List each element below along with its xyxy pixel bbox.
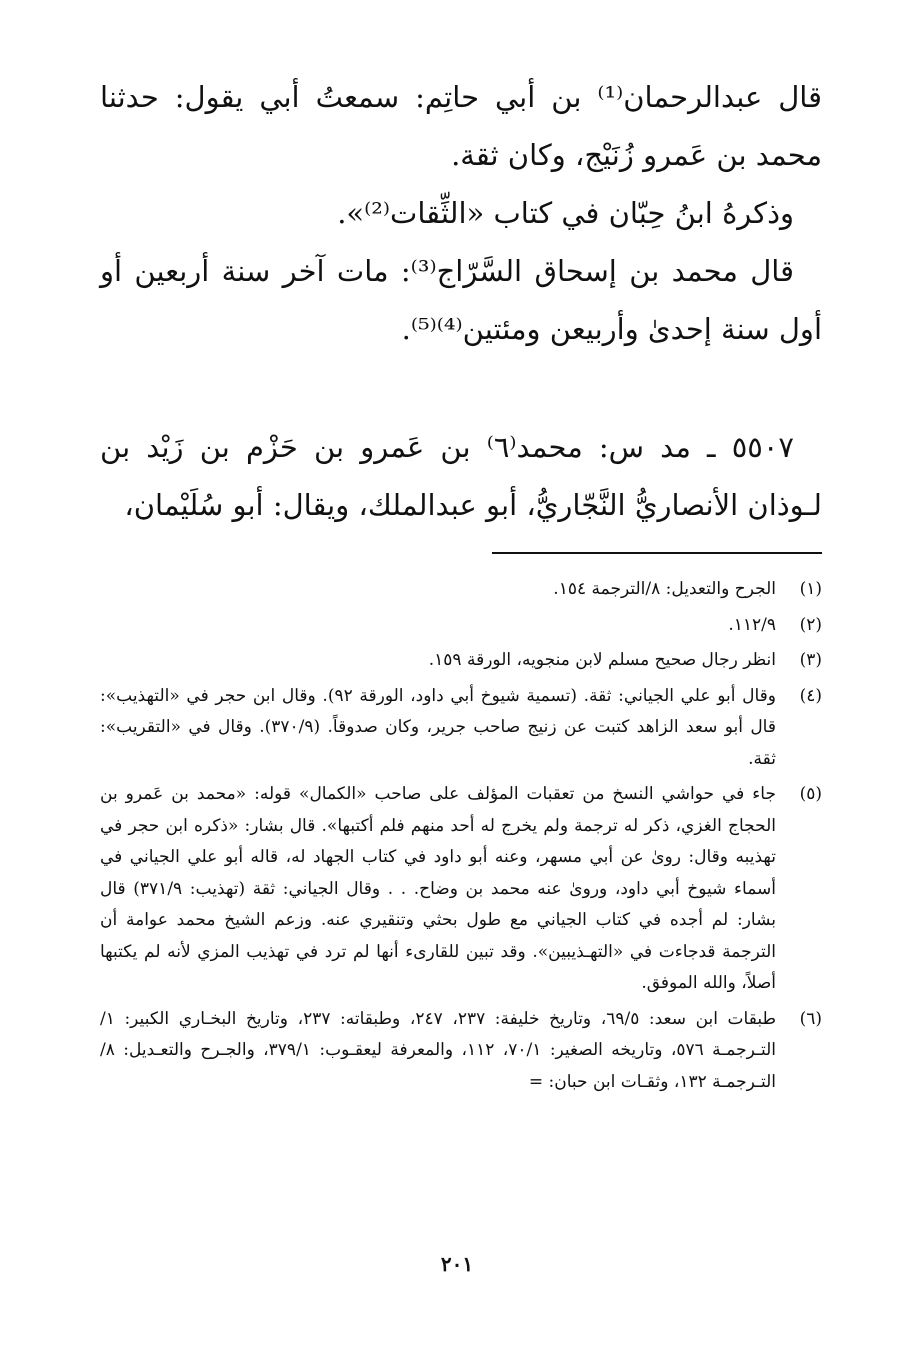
footnote-text: طبقات ابن سعد: ٦٩/٥، وتاريخ خليفة: ٢٣٧، ٢٤٧، وطبقاته: ٢٣٧، وتاريخ البخـاري الكبير: ١/التـرجمـة ٥٧٦، وتاريخه الصغير: ٧٠/١، ١١٢، والمعرفة ليعقـوب: ٣٧٩/١، والجـرح والتعـديل: ٨/التـرجمـة ١٣٢، وثقـات ابن حبان: = — [100, 1008, 776, 1092]
footnote-text: انظر رجال صحيح مسلم لابن منجويه، الورقة ١٥٩. — [428, 650, 776, 670]
footnote-4 — [100, 681, 822, 776]
footnote-number: (٢) — [799, 614, 822, 635]
footnote-6 — [100, 1004, 822, 1099]
footnote-separator — [492, 552, 822, 554]
footnote-number: (٣) — [799, 650, 822, 670]
footnote-2 — [100, 610, 822, 642]
footnote-3 — [100, 645, 822, 677]
footnote-1 — [100, 574, 822, 606]
footnote-number: (٥) — [799, 784, 822, 804]
footnote-text: وقال أبو علي الجياني: ثقة. (تسمية شيوخ أبي داود، الورقة ٩٢). وقال ابن حجر في «التهذيب»: قال أبو سعد الزاهد كتبت عن زنيج صاحب جرير، وكان صدوقاً. (٣٧٠/٩). وقال في «التقريب»: ثقة. — [100, 685, 776, 769]
footnote-number: (١) — [799, 579, 822, 599]
main-text — [100, 68, 822, 534]
footnote-text: ١١٢/٩. — [728, 614, 776, 635]
footnote-text: جاء في حواشي النسخ من تعقبات المؤلف على صاحب «الكمال» قوله: «محمد بن عَمرو بن الحجاج الغزي، ذكر له ترجمة ولم يخرج له أحد منهم فلم أكتبها». قال بشار: «ذكره ابن حجر في تهذيبه وقال: روىٰ عن أبي مسهر، وعنه أبو داود في كتاب الجهاد له، قاله أبو علي الجياني في أسماء شيوخ أبي داود، وروىٰ عنه محمد بن وضاح. . . وقال الجياني: ثقة (تهذيب: ٣٧١/٩) قال بشار: لم أجده في كتاب الجياني مع طول بحثي وتنقيري عنه. وزعم الشيخ محمد عوامة أن الترجمة قدجاءت في «التهـذيبين». وقد تبين للقارىء أنها لم ترد في تهذيب المزي لأنه لم يكتبها أصلاً، والله الموفق. — [100, 784, 777, 993]
page-number: ٢٠١ — [440, 1252, 474, 1276]
paragraph-death-date: قال محمد بن إسحاق السَّرّاج⁽³⁾: مات آخر سنة أربعين أو أول سنة إحدىٰ وأربيعن ومئتين⁽⁴⁾⁽⁵⁾. — [100, 254, 822, 346]
footnotes — [100, 574, 822, 1102]
footnote-text: الجرح والتعديل: ٨/الترجمة ١٥٤. — [553, 579, 776, 599]
paragraph-narration-abu-hatim: قال عبدالرحمان⁽¹⁾ بن أبي حاتِم: سمعتُ أبي يقول: حدثنا محمد بن عَمرو زُنَيْج، وكان ثقة. — [100, 80, 823, 172]
paragraph-ibn-hibban: وذكرهُ ابنُ حِبّان في كتاب «الثِّقات⁽²⁾». — [337, 196, 794, 230]
entry-5507-heading: ٥٥٠٧ ـ مد س: محمد⁽٦⁾ بن عَمرو بن حَزْم بن زَيْد بن لـوذان الأنصاريُّ النَّجّاريُّ، أبو عبدالملك، ويقال: أبو سُلَيْمان، — [100, 430, 822, 522]
footnote-number: (٦) — [799, 1008, 822, 1029]
footnote-number: (٤) — [799, 685, 822, 706]
footnote-5 — [100, 779, 822, 1000]
